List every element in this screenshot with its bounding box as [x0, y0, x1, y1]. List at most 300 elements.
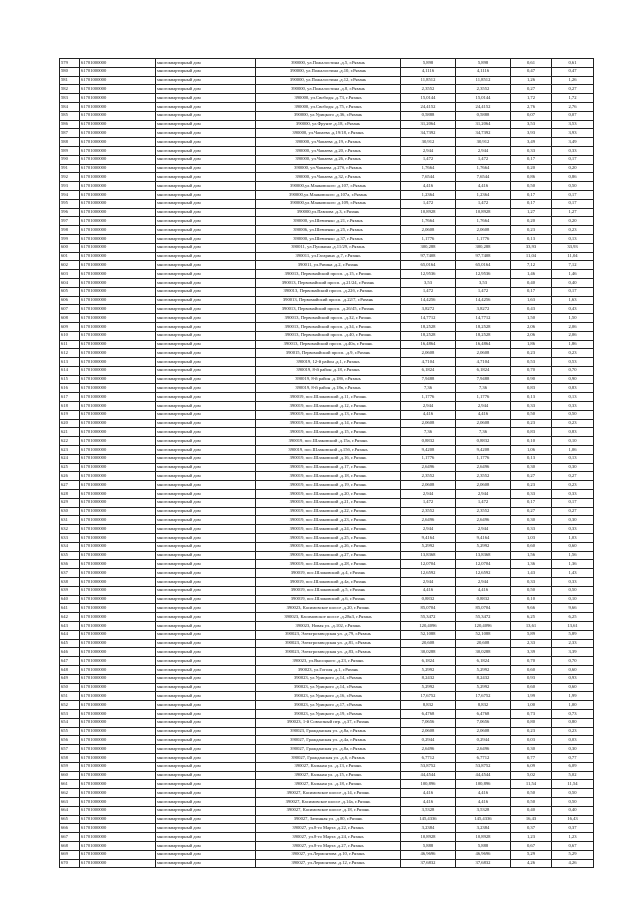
value-3-cell: 0,17 — [511, 287, 552, 296]
value-1-cell: 4,416 — [401, 789, 456, 798]
value-2-cell: 34,7392 — [456, 129, 511, 138]
table-row — [60, 393, 594, 402]
value-1-cell: 7,36 — [401, 384, 456, 393]
value-2-cell: 52,1088 — [456, 630, 511, 639]
code-cell: 61701000000 — [80, 234, 156, 243]
building-type-cell: многоквартирный дом — [156, 252, 256, 261]
value-3-cell: 0,50 — [511, 182, 552, 191]
value-1-cell: 4,7104 — [401, 358, 456, 367]
value-3-cell: 3,53 — [511, 120, 552, 129]
building-type-cell: многоквартирный дом — [156, 393, 256, 402]
row-number-cell: 588 — [60, 138, 80, 147]
value-3-cell: 0,93 — [511, 674, 552, 683]
building-type-cell: многоквартирный дом — [156, 727, 256, 736]
value-3-cell: 0,80 — [511, 718, 552, 727]
value-1-cell: 2,3552 — [401, 507, 456, 516]
row-number-cell: 626 — [60, 472, 80, 481]
building-type-cell: многоквартирный дом — [156, 331, 256, 340]
value-2-cell: 37,6832 — [456, 859, 511, 868]
value-3-cell: 0,43 — [511, 305, 552, 314]
code-cell: 61701000000 — [80, 472, 156, 481]
address-cell: 390027, Касимовское шоссе ,д.18, г.Рязань — [256, 806, 401, 815]
row-number-cell: 624 — [60, 454, 80, 463]
value-3-cell: 0,60 — [511, 683, 552, 692]
value-4-cell: 0,86 — [552, 173, 594, 182]
table-row — [60, 560, 594, 569]
code-cell: 61701000000 — [80, 94, 156, 103]
value-3-cell: 0,47 — [511, 67, 552, 76]
table-row — [60, 648, 594, 657]
value-3-cell: 3,49 — [511, 138, 552, 147]
value-1-cell: 5,2992 — [401, 683, 456, 692]
value-1-cell: 4,416 — [401, 586, 456, 595]
row-number-cell: 619 — [60, 410, 80, 419]
table-row — [60, 375, 594, 384]
value-2-cell: 16,4864 — [456, 340, 511, 349]
value-3-cell: 2,06 — [511, 322, 552, 331]
value-2-cell: 1,472 — [456, 287, 511, 296]
value-2-cell: 5,2992 — [456, 665, 511, 674]
row-number-cell: 629 — [60, 498, 80, 507]
value-1-cell: 2,944 — [401, 525, 456, 534]
row-number-cell: 622 — [60, 437, 80, 446]
value-4-cell: 1,86 — [552, 340, 594, 349]
value-1-cell: 44,4544 — [401, 771, 456, 780]
value-1-cell: 2,0608 — [401, 727, 456, 736]
row-number-cell: 613 — [60, 358, 80, 367]
address-cell: 390000, ул.Пожалостина ,д.10, г.Рязань — [256, 67, 401, 76]
row-number-cell: 584 — [60, 102, 80, 111]
value-2-cell: 12,0704 — [456, 560, 511, 569]
value-1-cell: 1,472 — [401, 199, 456, 208]
code-cell: 61701000000 — [80, 146, 156, 155]
value-1-cell: 3,2384 — [401, 824, 456, 833]
value-2-cell: 4,416 — [456, 789, 511, 798]
table-row — [60, 789, 594, 798]
row-number-cell: 638 — [60, 578, 80, 587]
row-number-cell: 604 — [60, 278, 80, 287]
table-row — [60, 454, 594, 463]
table-row — [60, 287, 594, 296]
value-3-cell: 11,54 — [511, 780, 552, 789]
code-cell: 61701000000 — [80, 102, 156, 111]
building-type-cell: многоквартирный дом — [156, 630, 256, 639]
value-1-cell: 10,8928 — [401, 833, 456, 842]
building-type-cell: многоквартирный дом — [156, 261, 256, 270]
row-number-cell: 615 — [60, 375, 80, 384]
value-1-cell: 0,8832 — [401, 437, 456, 446]
building-type-cell: многоквартирный дом — [156, 419, 256, 428]
value-2-cell: 1,472 — [456, 155, 511, 164]
address-cell: 390023, 1-й Совхозный пер. ,д.37, г.Рязань — [256, 718, 401, 727]
value-4-cell: 0,23 — [552, 349, 594, 358]
code-cell: 61701000000 — [80, 155, 156, 164]
value-4-cell: 0,17 — [552, 155, 594, 164]
table-row — [60, 428, 594, 437]
value-1-cell: 12,9536 — [401, 270, 456, 279]
table-row — [60, 534, 594, 543]
table-row — [60, 190, 594, 199]
value-4-cell: 5,29 — [552, 850, 594, 859]
table-row — [60, 234, 594, 243]
building-type-cell: многоквартирный дом — [156, 648, 256, 657]
value-4-cell: 0,67 — [552, 841, 594, 850]
building-type-cell: многоквартирный дом — [156, 701, 256, 710]
address-cell: 390000, ул.Чапаева ,д.20, г.Рязань — [256, 146, 401, 155]
value-3-cell: 0,23 — [511, 727, 552, 736]
building-type-cell: многоквартирный дом — [156, 595, 256, 604]
address-cell: 390019, пос.Шлаковский ,д.22, г.Рязань — [256, 507, 401, 516]
value-1-cell: 4,416 — [401, 797, 456, 806]
code-cell: 61701000000 — [80, 674, 156, 683]
value-2-cell: 0,8832 — [456, 595, 511, 604]
value-1-cell: 2,944 — [401, 490, 456, 499]
address-cell: 390013, Первомайский просп. ,д.26/45, г.Рязань — [256, 305, 401, 314]
code-cell: 61701000000 — [80, 67, 156, 76]
table-row — [60, 164, 594, 173]
table-row — [60, 613, 594, 622]
table-row — [60, 841, 594, 850]
value-4-cell: 13,61 — [552, 622, 594, 631]
table-row — [60, 701, 594, 710]
row-number-cell: 582 — [60, 85, 80, 94]
value-2-cell: 3,53 — [456, 278, 511, 287]
code-cell: 61701000000 — [80, 410, 156, 419]
building-type-cell: многоквартирный дом — [156, 507, 256, 516]
value-2-cell: 18,2528 — [456, 322, 511, 331]
value-1-cell: 5,2992 — [401, 542, 456, 551]
table-row — [60, 797, 594, 806]
value-2-cell: 300,288 — [456, 243, 511, 252]
building-type-cell: многоквартирный дом — [156, 657, 256, 666]
value-4-cell: 0,33 — [552, 578, 594, 587]
address-cell: 390019, пос.Шлаковский ,д.15, г.Рязань — [256, 428, 401, 437]
address-cell: 390000, ул.Шевченко ,д.37, г.Рязань — [256, 234, 401, 243]
row-number-cell: 599 — [60, 234, 80, 243]
building-type-cell: многоквартирный дом — [156, 305, 256, 314]
address-cell: 390000, ул.Пожалостина ,д.5, г.Рязань — [256, 59, 401, 68]
value-4-cell: 0,17 — [552, 287, 594, 296]
value-2-cell: 44,4544 — [456, 771, 511, 780]
row-number-cell: 657 — [60, 745, 80, 754]
address-cell: 390019, пос.Шлаковский ,д.12, г.Рязань — [256, 402, 401, 411]
row-number-cell: 633 — [60, 534, 80, 543]
row-number-cell: 585 — [60, 111, 80, 120]
value-3-cell: 0,17 — [511, 155, 552, 164]
value-4-cell: 1,27 — [552, 208, 594, 217]
row-number-cell: 616 — [60, 384, 80, 393]
row-number-cell: 639 — [60, 586, 80, 595]
value-1-cell: 4,416 — [401, 410, 456, 419]
building-type-cell: многоквартирный дом — [156, 718, 256, 727]
value-4-cell: 0,50 — [552, 797, 594, 806]
address-cell: 390000, ул.Свободы ,д.75, г.Рязань — [256, 102, 401, 111]
table-row — [60, 551, 594, 560]
building-type-cell: многоквартирный дом — [156, 278, 256, 287]
value-3-cell: 4,26 — [511, 859, 552, 868]
row-number-cell: 667 — [60, 833, 80, 842]
value-1-cell: 11,8512 — [401, 76, 456, 85]
value-1-cell: 37,6832 — [401, 859, 456, 868]
value-1-cell: 12,0704 — [401, 560, 456, 569]
code-cell: 61701000000 — [80, 859, 156, 868]
code-cell: 61701000000 — [80, 331, 156, 340]
address-cell: 390000, ул.Урицкого ,д.36, г.Рязань — [256, 111, 401, 120]
table-row — [60, 472, 594, 481]
value-3-cell: 1,72 — [511, 94, 552, 103]
table-row — [60, 261, 594, 270]
building-type-cell: многоквартирный дом — [156, 217, 256, 226]
value-4-cell: 0,77 — [552, 753, 594, 762]
value-1-cell: 20,608 — [401, 639, 456, 648]
table-row — [60, 102, 594, 111]
table-row — [60, 129, 594, 138]
value-1-cell: 55,3472 — [401, 613, 456, 622]
address-cell: 390019, пос.Шлаковский ,д.19, г.Рязань — [256, 481, 401, 490]
value-4-cell: 0,93 — [552, 674, 594, 683]
code-cell: 61701000000 — [80, 446, 156, 455]
address-cell: 390006, ул.Шевченко ,д.25, г.Рязань — [256, 226, 401, 235]
value-3-cell: 0,61 — [511, 59, 552, 68]
value-1-cell: 2,3552 — [401, 85, 456, 94]
table-row — [60, 322, 594, 331]
address-cell: 390023, Касимовское шоссе ,д.20, г.Рязань — [256, 604, 401, 613]
value-1-cell: 17,6752 — [401, 692, 456, 701]
row-number-cell: 625 — [60, 463, 80, 472]
table-row — [60, 340, 594, 349]
building-type-cell: многоквартирный дом — [156, 446, 256, 455]
code-cell: 61701000000 — [80, 815, 156, 824]
table-row — [60, 780, 594, 789]
table-row — [60, 199, 594, 208]
value-3-cell: 0,50 — [511, 410, 552, 419]
value-1-cell: 3,53 — [401, 278, 456, 287]
value-2-cell: 14,7712 — [456, 314, 511, 323]
table-row — [60, 155, 594, 164]
value-1-cell: 2,6496 — [401, 745, 456, 754]
code-cell: 61701000000 — [80, 428, 156, 437]
value-1-cell: 6,4768 — [401, 709, 456, 718]
address-cell: 390013, Первомайский просп. ,д.22/7, г.Рязань — [256, 296, 401, 305]
row-number-cell: 656 — [60, 736, 80, 745]
address-cell: 390000, ул.Чапаева ,д.19, г.Рязань — [256, 138, 401, 147]
value-1-cell: 2,944 — [401, 146, 456, 155]
row-number-cell: 649 — [60, 674, 80, 683]
code-cell: 61701000000 — [80, 375, 156, 384]
value-4-cell: 0,70 — [552, 366, 594, 375]
value-3-cell: 0,30 — [511, 516, 552, 525]
value-2-cell: 8,832 — [456, 701, 511, 710]
value-2-cell: 12,6592 — [456, 569, 511, 578]
building-type-cell: многоквартирный дом — [156, 85, 256, 94]
value-3-cell: 0,27 — [511, 85, 552, 94]
row-number-cell: 602 — [60, 261, 80, 270]
code-cell: 61701000000 — [80, 542, 156, 551]
building-type-cell: многоквартирный дом — [156, 102, 256, 111]
value-1-cell: 3,8272 — [401, 305, 456, 314]
value-2-cell: 13,8368 — [456, 551, 511, 560]
value-4-cell: 0,53 — [552, 358, 594, 367]
code-cell: 61701000000 — [80, 120, 156, 129]
value-3-cell: 1,27 — [511, 208, 552, 217]
building-type-cell: многоквартирный дом — [156, 859, 256, 868]
value-4-cell: 0,83 — [552, 384, 594, 393]
value-2-cell: 5,2992 — [456, 683, 511, 692]
table-row — [60, 490, 594, 499]
value-1-cell: 0,2944 — [401, 736, 456, 745]
building-type-cell: многоквартирный дом — [156, 402, 256, 411]
value-1-cell: 1,7664 — [401, 217, 456, 226]
value-3-cell: 0,30 — [511, 745, 552, 754]
value-4-cell: 1,03 — [552, 534, 594, 543]
code-cell: 61701000000 — [80, 613, 156, 622]
value-4-cell: 0,13 — [552, 454, 594, 463]
value-2-cell: 14,4256 — [456, 296, 511, 305]
value-1-cell: 2,3552 — [401, 472, 456, 481]
building-type-cell: многоквартирный дом — [156, 745, 256, 754]
code-cell: 61701000000 — [80, 173, 156, 182]
address-cell: 390019, пос.Шлаковский ,д.4а, г.Рязань — [256, 578, 401, 587]
value-1-cell: 1,1776 — [401, 234, 456, 243]
value-2-cell: 6,1824 — [456, 657, 511, 666]
building-type-cell: многоквартирный дом — [156, 490, 256, 499]
table-row — [60, 305, 594, 314]
building-type-cell: многоквартирный дом — [156, 296, 256, 305]
value-4-cell: 0,10 — [552, 595, 594, 604]
value-1-cell: 14,4256 — [401, 296, 456, 305]
value-2-cell: 4,7104 — [456, 358, 511, 367]
row-number-cell: 658 — [60, 753, 80, 762]
address-cell: 390013, Первомайский просп. ,д.40а, г.Рязань — [256, 340, 401, 349]
table-row — [60, 569, 594, 578]
table-row — [60, 762, 594, 771]
value-1-cell: 10,8928 — [401, 208, 456, 217]
value-1-cell: 2,0608 — [401, 349, 456, 358]
value-3-cell: 1,26 — [511, 76, 552, 85]
address-cell: 390000, ул.Шевченко ,д.21, г.Рязань — [256, 217, 401, 226]
code-cell: 61701000000 — [80, 701, 156, 710]
code-cell: 61701000000 — [80, 648, 156, 657]
code-cell: 61701000000 — [80, 753, 156, 762]
value-1-cell: 7,0656 — [401, 718, 456, 727]
table-row — [60, 771, 594, 780]
code-cell: 61701000000 — [80, 806, 156, 815]
building-type-cell: многоквартирный дом — [156, 674, 256, 683]
value-1-cell: 2,944 — [401, 402, 456, 411]
building-type-cell: многоквартирный дом — [156, 753, 256, 762]
building-type-cell: многоквартирный дом — [156, 208, 256, 217]
value-3-cell: 0,17 — [511, 199, 552, 208]
value-3-cell: 0,83 — [511, 384, 552, 393]
value-4-cell: 2,06 — [552, 322, 594, 331]
row-number-cell: 634 — [60, 542, 80, 551]
address-cell: 390000, ул.Пожалостина ,д.12, г.Рязань — [256, 76, 401, 85]
value-3-cell: 0,20 — [511, 164, 552, 173]
building-type-cell: многоквартирный дом — [156, 322, 256, 331]
value-3-cell: 0,13 — [511, 234, 552, 243]
value-4-cell: 0,23 — [552, 419, 594, 428]
value-4-cell: 1,50 — [552, 314, 594, 323]
value-1-cell: 2,6496 — [401, 463, 456, 472]
value-4-cell: 5,89 — [552, 630, 594, 639]
value-4-cell: 0,60 — [552, 542, 594, 551]
row-number-cell: 648 — [60, 665, 80, 674]
address-cell: 390000, ул.Свободы ,д.73, г.Рязань — [256, 94, 401, 103]
value-2-cell: 2,0608 — [456, 727, 511, 736]
code-cell: 61701000000 — [80, 85, 156, 94]
row-number-cell: 666 — [60, 824, 80, 833]
row-number-cell: 668 — [60, 841, 80, 850]
value-3-cell: 9,66 — [511, 604, 552, 613]
address-cell: 390019, пос.Шлаковский ,д.23, г.Рязань — [256, 516, 401, 525]
value-2-cell: 4,1116 — [456, 67, 511, 76]
table-row — [60, 481, 594, 490]
value-4-cell: 0,40 — [552, 278, 594, 287]
address-cell: 390023, ул.Гоголя ,д.1, г.Рязань — [256, 665, 401, 674]
value-2-cell: 6,4768 — [456, 709, 511, 718]
value-4-cell: 0,23 — [552, 727, 594, 736]
building-type-cell: многоквартирный дом — [156, 287, 256, 296]
value-4-cell: 1,43 — [552, 569, 594, 578]
table-row — [60, 665, 594, 674]
value-2-cell: 7,36 — [456, 428, 511, 437]
value-4-cell: 33,93 — [552, 243, 594, 252]
value-1-cell: 1,472 — [401, 155, 456, 164]
value-1-cell: 8,832 — [401, 701, 456, 710]
value-4-cell: 0,33 — [552, 525, 594, 534]
address-cell: 390019, 8-й район ,д.18в, г.Рязань — [256, 384, 401, 393]
value-1-cell: 145,4336 — [401, 815, 456, 824]
row-number-cell: 618 — [60, 402, 80, 411]
value-4-cell: 3,53 — [552, 120, 594, 129]
code-cell: 61701000000 — [80, 296, 156, 305]
code-cell: 61701000000 — [80, 639, 156, 648]
building-type-cell: многоквартирный дом — [156, 138, 256, 147]
code-cell: 61701000000 — [80, 454, 156, 463]
table-body — [60, 59, 594, 868]
value-1-cell: 5,898 — [401, 59, 456, 68]
value-4-cell: 1,23 — [552, 833, 594, 842]
value-2-cell: 1,1776 — [456, 393, 511, 402]
address-cell: 390019, пос.Шлаковский ,д.18, г.Рязань — [256, 472, 401, 481]
value-3-cell: 0,17 — [511, 498, 552, 507]
code-cell: 61701000000 — [80, 498, 156, 507]
table-row — [60, 76, 594, 85]
code-cell: 61701000000 — [80, 111, 156, 120]
code-cell: 61701000000 — [80, 692, 156, 701]
building-type-cell: многоквартирный дом — [156, 76, 256, 85]
value-1-cell: 7,6544 — [401, 173, 456, 182]
code-cell: 61701000000 — [80, 604, 156, 613]
value-1-cell: 30,912 — [401, 138, 456, 147]
value-1-cell: 1,1776 — [401, 393, 456, 402]
value-1-cell: 4,1116 — [401, 67, 456, 76]
address-cell: 390019, пос.Шлаковский ,д.6, г.Рязань — [256, 595, 401, 604]
code-cell: 61701000000 — [80, 261, 156, 270]
address-cell: 390023, Гражданская ул. ,д.8а, г.Рязань — [256, 727, 401, 736]
building-type-cell: многоквартирный дом — [156, 182, 256, 191]
value-3-cell: 0,60 — [511, 542, 552, 551]
value-2-cell: 1,472 — [456, 498, 511, 507]
code-cell: 61701000000 — [80, 516, 156, 525]
address-cell: 390027, Касимовское шоссе ,д.14, г.Рязань — [256, 789, 401, 798]
value-3-cell: 0,10 — [511, 595, 552, 604]
row-number-cell: 635 — [60, 551, 80, 560]
value-1-cell: 120,4096 — [401, 622, 456, 631]
table-row — [60, 182, 594, 191]
table-row — [60, 278, 594, 287]
table-row — [60, 146, 594, 155]
